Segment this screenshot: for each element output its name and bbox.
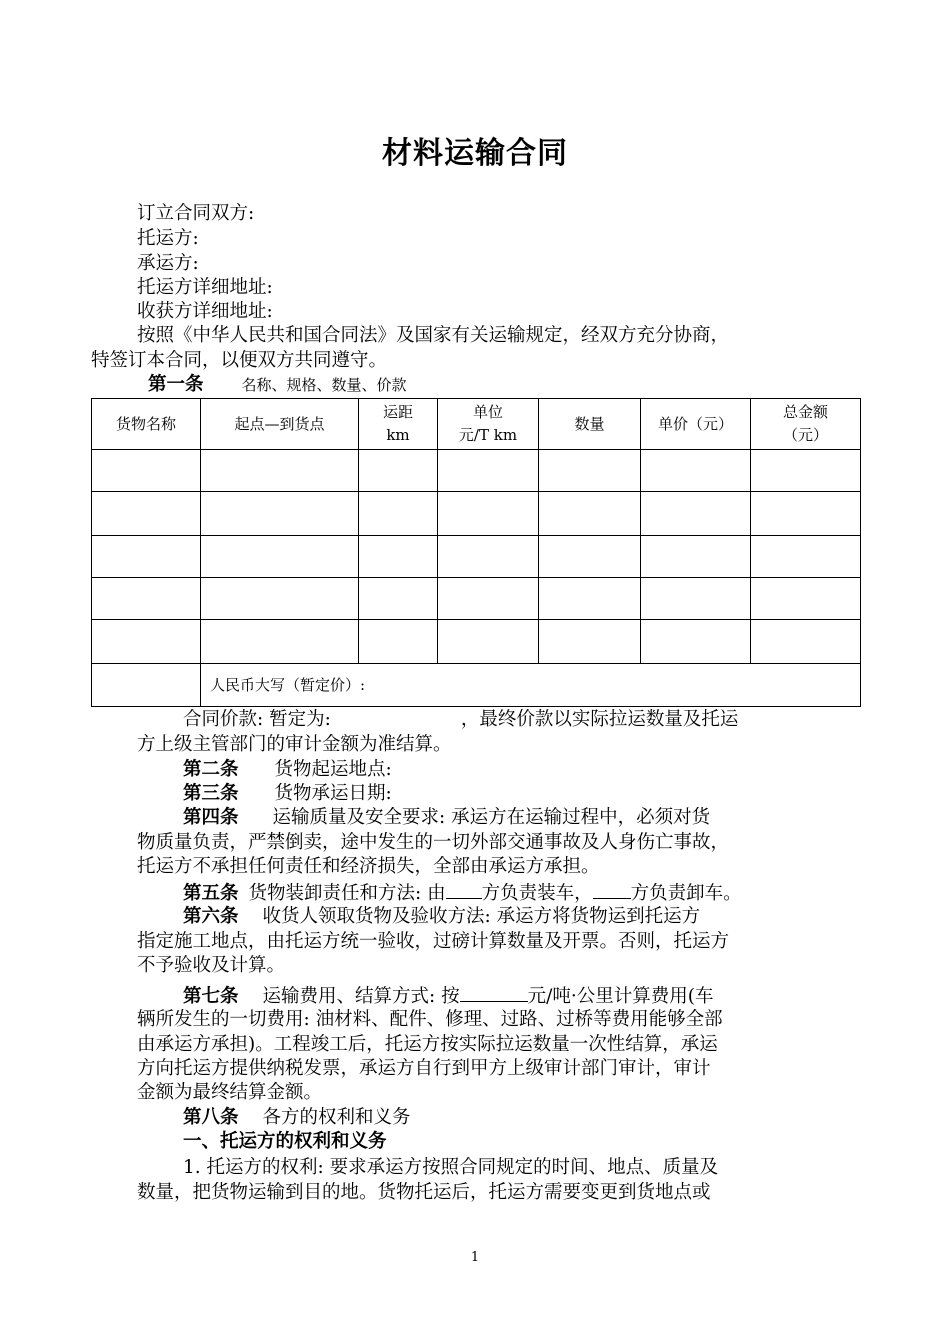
- header-cell: 数量: [539, 399, 641, 450]
- receiver-address-line: 收获方详细地址:: [137, 301, 273, 322]
- article-7-line-4: 方向托运方提供纳税发票，承运方自行到甲方上级审计部门审计，审计: [137, 1058, 711, 1079]
- table-row: [92, 450, 861, 492]
- header-cell: 单价（元）: [641, 399, 751, 450]
- table-header-row: [92, 399, 861, 450]
- article-6-line-2: 指定施工地点，由托运方统一验收，过磅计算数量及开票。否则，托运方: [137, 931, 730, 952]
- article-4-line-2: 物质量负责，严禁倒卖，途中发生的一切外部交通事故及人身伤亡事故，: [137, 832, 730, 853]
- parties-line: 订立合同双方:: [137, 203, 255, 224]
- article-6-line-1: 第六条 收货人领取货物及验收方法: 承运方将货物运到托运方: [183, 906, 701, 927]
- article-3: 第三条 货物承运日期:: [183, 783, 392, 804]
- table-row: [92, 578, 861, 620]
- shipper-address-line: 托运方详细地址:: [137, 277, 273, 298]
- article-7-line-3: 由承运方承担)。工程竣工后，托运方按实际拉运数量一次性结算，承运: [137, 1034, 718, 1055]
- article-7-line-1: 第七条 运输费用、结算方式: 按 元/吨·公里计算费用(车: [183, 983, 713, 1009]
- table-row: [92, 620, 861, 664]
- header-cell: 总金额 （元）: [751, 399, 861, 450]
- header-cell: 单位 元/T km: [438, 399, 539, 450]
- price-line-1: 合同价款: 暂定为: ，最终价款以实际拉运数量及托运: [183, 709, 739, 730]
- header-cell: 货物名称: [92, 399, 201, 450]
- article-7-line-2: 辆所发生的一切费用: 油材料、配件、修理、过路、过桥等费用能够全部: [137, 1009, 723, 1030]
- article-4-line-3: 托运方不承担任何责任和经济损失，全部由承运方承担。: [137, 856, 600, 877]
- article-2: 第二条 货物起运地点:: [183, 759, 392, 780]
- page-number: 1: [470, 1250, 480, 1265]
- article-8-para-1-line-2: 数量，把货物运输到目的地。货物托运后，托运方需要变更到货地点或: [137, 1182, 711, 1203]
- header-cell: 起点—到货点: [201, 399, 359, 450]
- article-8: 第八条 各方的权利和义务: [183, 1107, 411, 1128]
- article-5: 第五条 货物装卸责任和方法: 由 方负责装车， 方负责卸车。: [183, 880, 742, 906]
- carrier-line: 承运方:: [137, 253, 199, 274]
- basis-line-1: 按照《中华人民共和国合同法》及国家有关运输规定，经双方充分协商，: [137, 325, 730, 346]
- total-amount-label: 人民币大写（暂定价）:: [201, 664, 861, 707]
- shipper-line: 托运方:: [137, 228, 199, 249]
- article-6-line-3: 不予验收及计算。: [137, 955, 286, 976]
- goods-table: [91, 398, 861, 707]
- article-7-line-5: 金额为最终结算金额。: [137, 1082, 323, 1103]
- basis-line-2: 特签订本合同，以便双方共同遵守。: [91, 350, 388, 371]
- section-shipper-rights: 一、托运方的权利和义务: [183, 1131, 387, 1152]
- price-line-2: 方上级主管部门的审计金额为准结算。: [137, 734, 452, 755]
- table-total-row: [92, 664, 861, 707]
- article-1-text: 名称、规格、数量、价款: [241, 376, 407, 394]
- article-8-para-1-line-1: 1. 托运方的权利: 要求承运方按照合同规定的时间、地点、质量及: [183, 1157, 719, 1178]
- header-cell: 运距 km: [359, 399, 438, 450]
- article-1: [148, 373, 407, 397]
- document-title: 材料运输合同: [382, 136, 568, 171]
- article-1-heading: 第一条: [148, 374, 204, 395]
- table-row: [92, 492, 861, 536]
- table-row: [92, 536, 861, 578]
- article-4-line-1: 第四条 运输质量及安全要求: 承运方在运输过程中，必须对货: [183, 807, 711, 828]
